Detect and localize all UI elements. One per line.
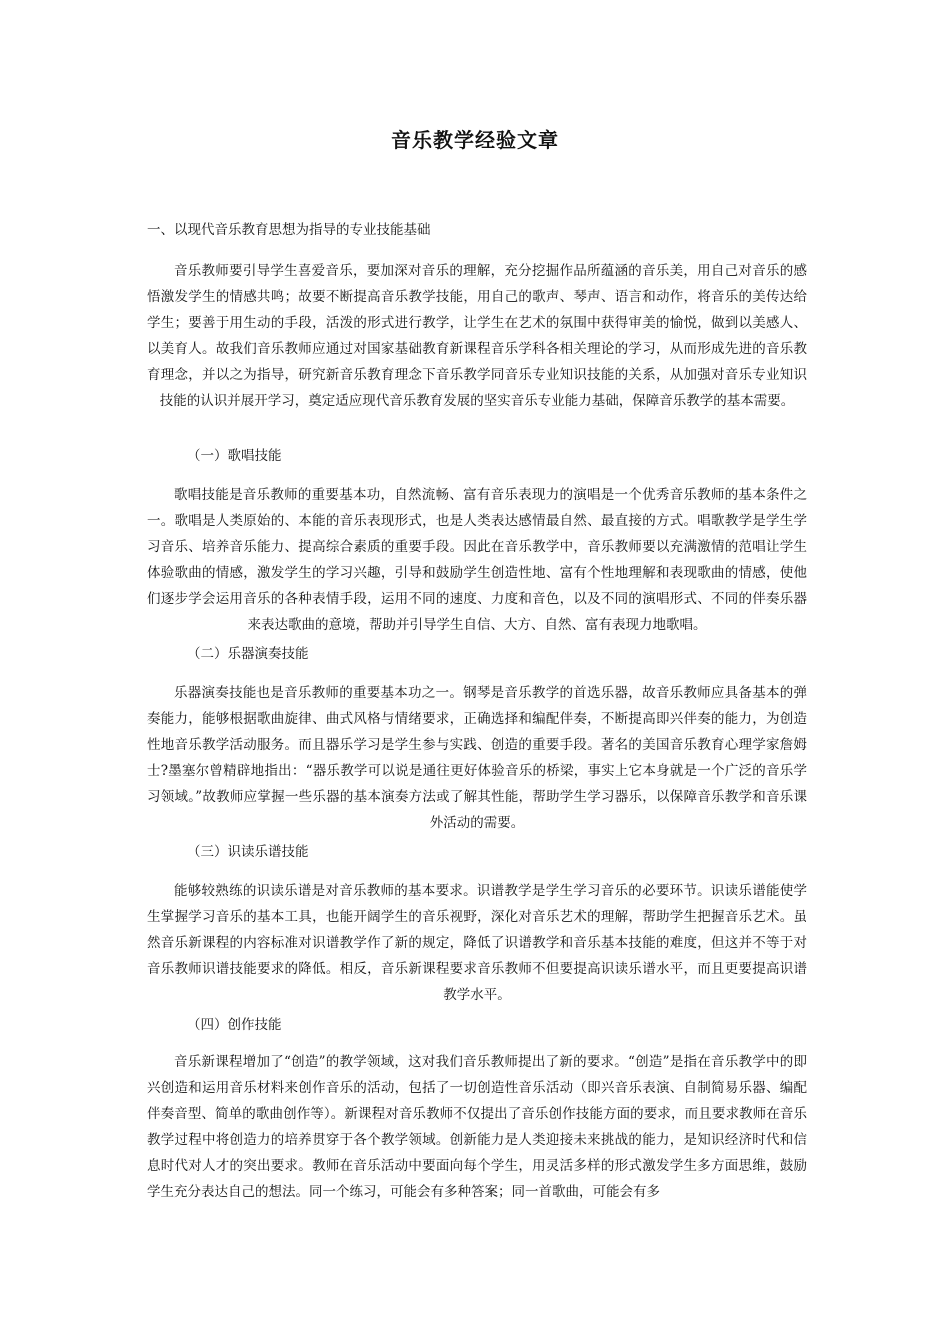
section-heading: 一、以现代音乐教育思想为指导的专业技能基础	[147, 222, 431, 238]
paragraph-score-reading: 能够较熟练的识读乐谱是对音乐教师的基本要求。识谱教学是学生学习音乐的必要环节。识读乐谱能使学生掌握学习音乐的基本工具，也能开阔学生的音乐视野，深化对音乐艺术的理解，帮助学生把握音乐艺术。虽然音乐新课程的内容标准对识谱教学作了新的规定，降低了识谱教学和音乐基本技能的难度，但这并不等于对音乐教师识谱技能要求的降低。相反，音乐新课程要求音乐教师不但要提高识读乐谱水平，而且更要提高识谱教学水平。	[147, 883, 807, 1003]
subsection-heading-instrument: （二）乐器演奏技能	[187, 646, 309, 662]
subsection-heading-score-reading: （三）识读乐谱技能	[187, 844, 309, 860]
paragraph-composition: 音乐新课程增加了“创造”的教学领域，这对我们音乐教师提出了新的要求。“创造”是指在音乐教学中的即兴创造和运用音乐材料来创作音乐的活动，包括了一切创造性音乐活动（即兴音乐表演、自制简易乐器、编配伴奏音型、简单的歌曲创作等）。新课程对音乐教师不仅提出了音乐创作技能方面的要求，而且要求教师在音乐教学过程中将创造力的培养贯穿于各个教学领域。创新能力是人类迎接未来挑战的能力，是知识经济时代和信息时代对人才的突出要求。教师在音乐活动中要面向每个学生，用灵活多样的形式激发学生多方面思维，鼓励学生充分表达自己的想法。同一个练习，可能会有多种答案；同一首歌曲，可能会有多	[147, 1054, 807, 1200]
subsection-heading-singing: （一）歌唱技能	[187, 448, 282, 464]
section-intro-paragraph: 音乐教师要引导学生喜爱音乐，要加深对音乐的理解，充分挖掘作品所蕴涵的音乐美，用自己对音乐的感悟激发学生的情感共鸣；故要不断提高音乐教学技能，用自己的歌声、琴声、语言和动作，将音乐的美传达给学生；要善于用生动的手段，活泼的形式进行教学，让学生在艺术的氛围中获得审美的愉悦，做到以美感人、以美育人。故我们音乐教师应通过对国家基础教育新课程音乐学科各相关理论的学习，从而形成先进的音乐教育理念，并以之为指导，研究新音乐教育理念下音乐教学同音乐专业知识技能的关系，从加强对音乐专业知识技能的认识并展开学习，奠定适应现代音乐教育发展的坚实音乐专业能力基础，保障音乐教学的基本需要。	[147, 263, 807, 409]
subsection-heading-composition: （四）创作技能	[187, 1017, 282, 1033]
document-title: 音乐教学经验文章	[391, 128, 559, 152]
paragraph-instrument: 乐器演奏技能也是音乐教师的重要基本功之一。钢琴是音乐教学的首选乐器，故音乐教师应具备基本的弹奏能力，能够根据歌曲旋律、曲式风格与情绪要求，正确选择和编配伴奏，不断提高即兴伴奏的能力，为创造性地音乐教学活动服务。而且器乐学习是学生参与实践、创造的重要手段。著名的美国音乐教育心理学家詹姆士?墨塞尔曾精辟地指出：“器乐教学可以说是通往更好体验音乐的桥梁，事实上它本身就是一个广泛的音乐学习领域。”故教师应掌握一些乐器的基本演奏方法或了解其性能，帮助学生学习器乐，以保障音乐教学和音乐课外活动的需要。	[147, 685, 807, 831]
paragraph-singing: 歌唱技能是音乐教师的重要基本功，自然流畅、富有音乐表现力的演唱是一个优秀音乐教师的基本条件之一。歌唱是人类原始的、本能的音乐表现形式，也是人类表达感情最自然、最直接的方式。唱歌教学是学生学习音乐、培养音乐能力、提高综合素质的重要手段。因此在音乐教学中，音乐教师要以充满激情的范唱让学生体验歌曲的情感，激发学生的学习兴趣，引导和鼓励学生创造性地、富有个性地理解和表现歌曲的情感，使他们逐步学会运用音乐的各种表情手段，运用不同的速度、力度和音色，以及不同的演唱形式、不同的伴奏乐器来表达歌曲的意境，帮助并引导学生自信、大方、自然、富有表现力地歌唱。	[147, 487, 807, 633]
